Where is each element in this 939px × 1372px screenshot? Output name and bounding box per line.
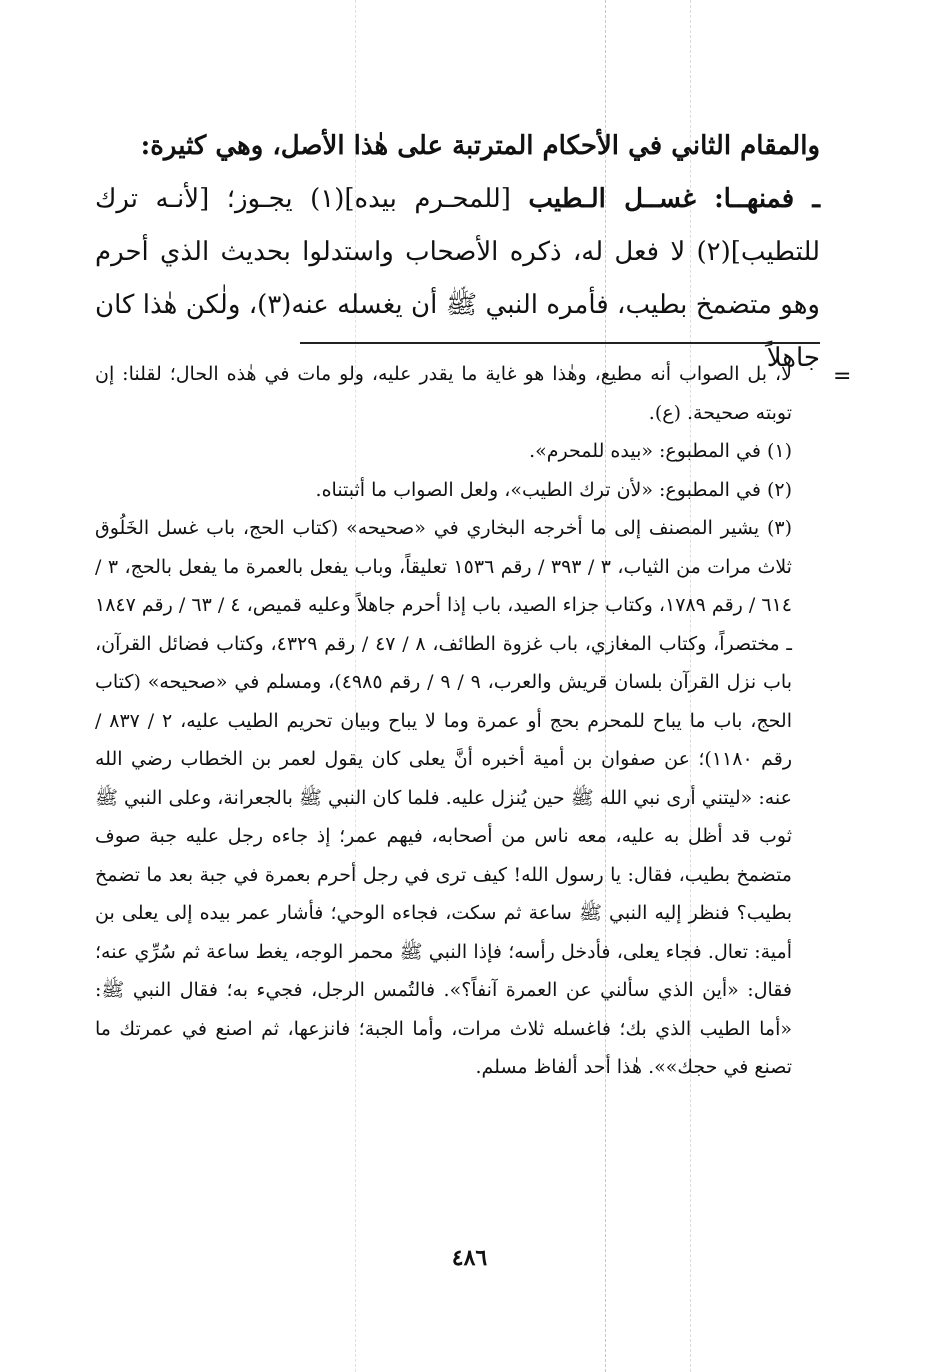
footnote-continuation: لا، بل الصواب أنه مطيع، وهٰذا هو غاية ما يقدر عليه، ولو مات في هٰذه الحال؛ لقلنا: إن توبته صحيحة. (ع). <box>95 363 792 424</box>
page-number: ٤٨٦ <box>451 1245 488 1271</box>
footnote-2: (٢) في المطبوع: «لأن ترك الطيب»، ولعل الصواب ما أثبتناه. <box>315 478 792 501</box>
paragraph-lead: ـ فمنهــا: غســل الـطيب <box>528 184 821 214</box>
main-text-block <box>95 120 820 385</box>
main-paragraph <box>95 173 820 385</box>
footnote-continuation-mark: = <box>833 364 852 389</box>
paragraph-body: [للمحـرم بيده](١) يجـوز؛ [لأنـه ترك للتطيب](٢) لا فعل له، ذكره الأصحاب واستدلوا بحديث الذي أحرم وهو متضمخ بطيب، فأمره النبي ﷺ أن يغسله عنه(٣)، ولٰكن هٰذا كان جاهلاً <box>95 184 820 373</box>
footnote-1: (١) في المطبوع: «بيده للمحرم». <box>529 440 792 462</box>
footnote-separator <box>300 342 820 344</box>
footnotes-block <box>95 355 820 1087</box>
section-heading: والمقام الثاني في الأحكام المترتبة على هٰذا الأصل، وهي كثيرة: <box>140 131 820 161</box>
footnote-3: (٣) يشير المصنف إلى ما أخرجه البخاري في «صحيحه» (كتاب الحج، باب غسل الخَلُوق ثلاث مرات من الثياب، ٣ / ٣٩٣ / رقم ١٥٣٦ تعليقاً، وباب يفعل بالعمرة ما يفعل بالحج، ٣ / ٦١٤ / رقم ١٧٨٩، وكتاب جزاء الصيد، باب إذا أحرم جاهلاً وعليه قميص، ٤ / ٦٣ / رقم ١٨٤٧ ـ مختصراً، وكتاب المغازي، باب غزوة الطائف، ٨ / ٤٧ / رقم ٤٣٢٩، وكتاب فضائل القرآن، باب نزل القرآن بلسان قريش والعرب، ٩ / ٩ / رقم ٤٩٨٥)، ومسلم في «صحيحه» (كتاب الحج، باب ما يباح للمحرم بحج أو عمرة وما لا يباح وبيان تحريم الطيب عليه، ٢ / ٨٣٧ / رقم ١١٨٠)؛ عن صفوان بن أمية أخبره أنَّ يعلى كان يقول لعمر بن الخطاب رضي الله عنه: «ليتني أرى نبي الله ﷺ حين يُنزل عليه. فلما كان النبي ﷺ بالجعرانة، وعلى النبي ﷺ ثوب قد أظل به عليه، معه ناس من أصحابه، فيهم عمر؛ إذ جاءه رجل عليه جبة صوف متضمخ بطيب، فقال: يا رسول الله! كيف ترى في رجل أحرم بعمرة في جبة بعد ما تضمخ بطيب؟ فنظر إليه النبي ﷺ ساعة ثم سكت، فجاءه الوحي؛ فأشار عمر بيده إلى يعلى بن أمية: تعال. فجاء يعلى، فأدخل رأسه؛ فإذا النبي ﷺ محمر الوجه، يغط ساعة ثم سُرِّي عنه؛ فقال: «أين الذي سألني عن العمرة آنفاً؟». فالتُمس الرجل، فجيء به؛ فقال النبي ﷺ: «أما الطيب الذي بك؛ فاغسله ثلاث مرات، وأما الجبة؛ فانزعها، ثم اصنع في عمرتك ما تصنع في حجك»». هٰذا أحد ألفاظ مسلم. <box>95 517 793 1078</box>
